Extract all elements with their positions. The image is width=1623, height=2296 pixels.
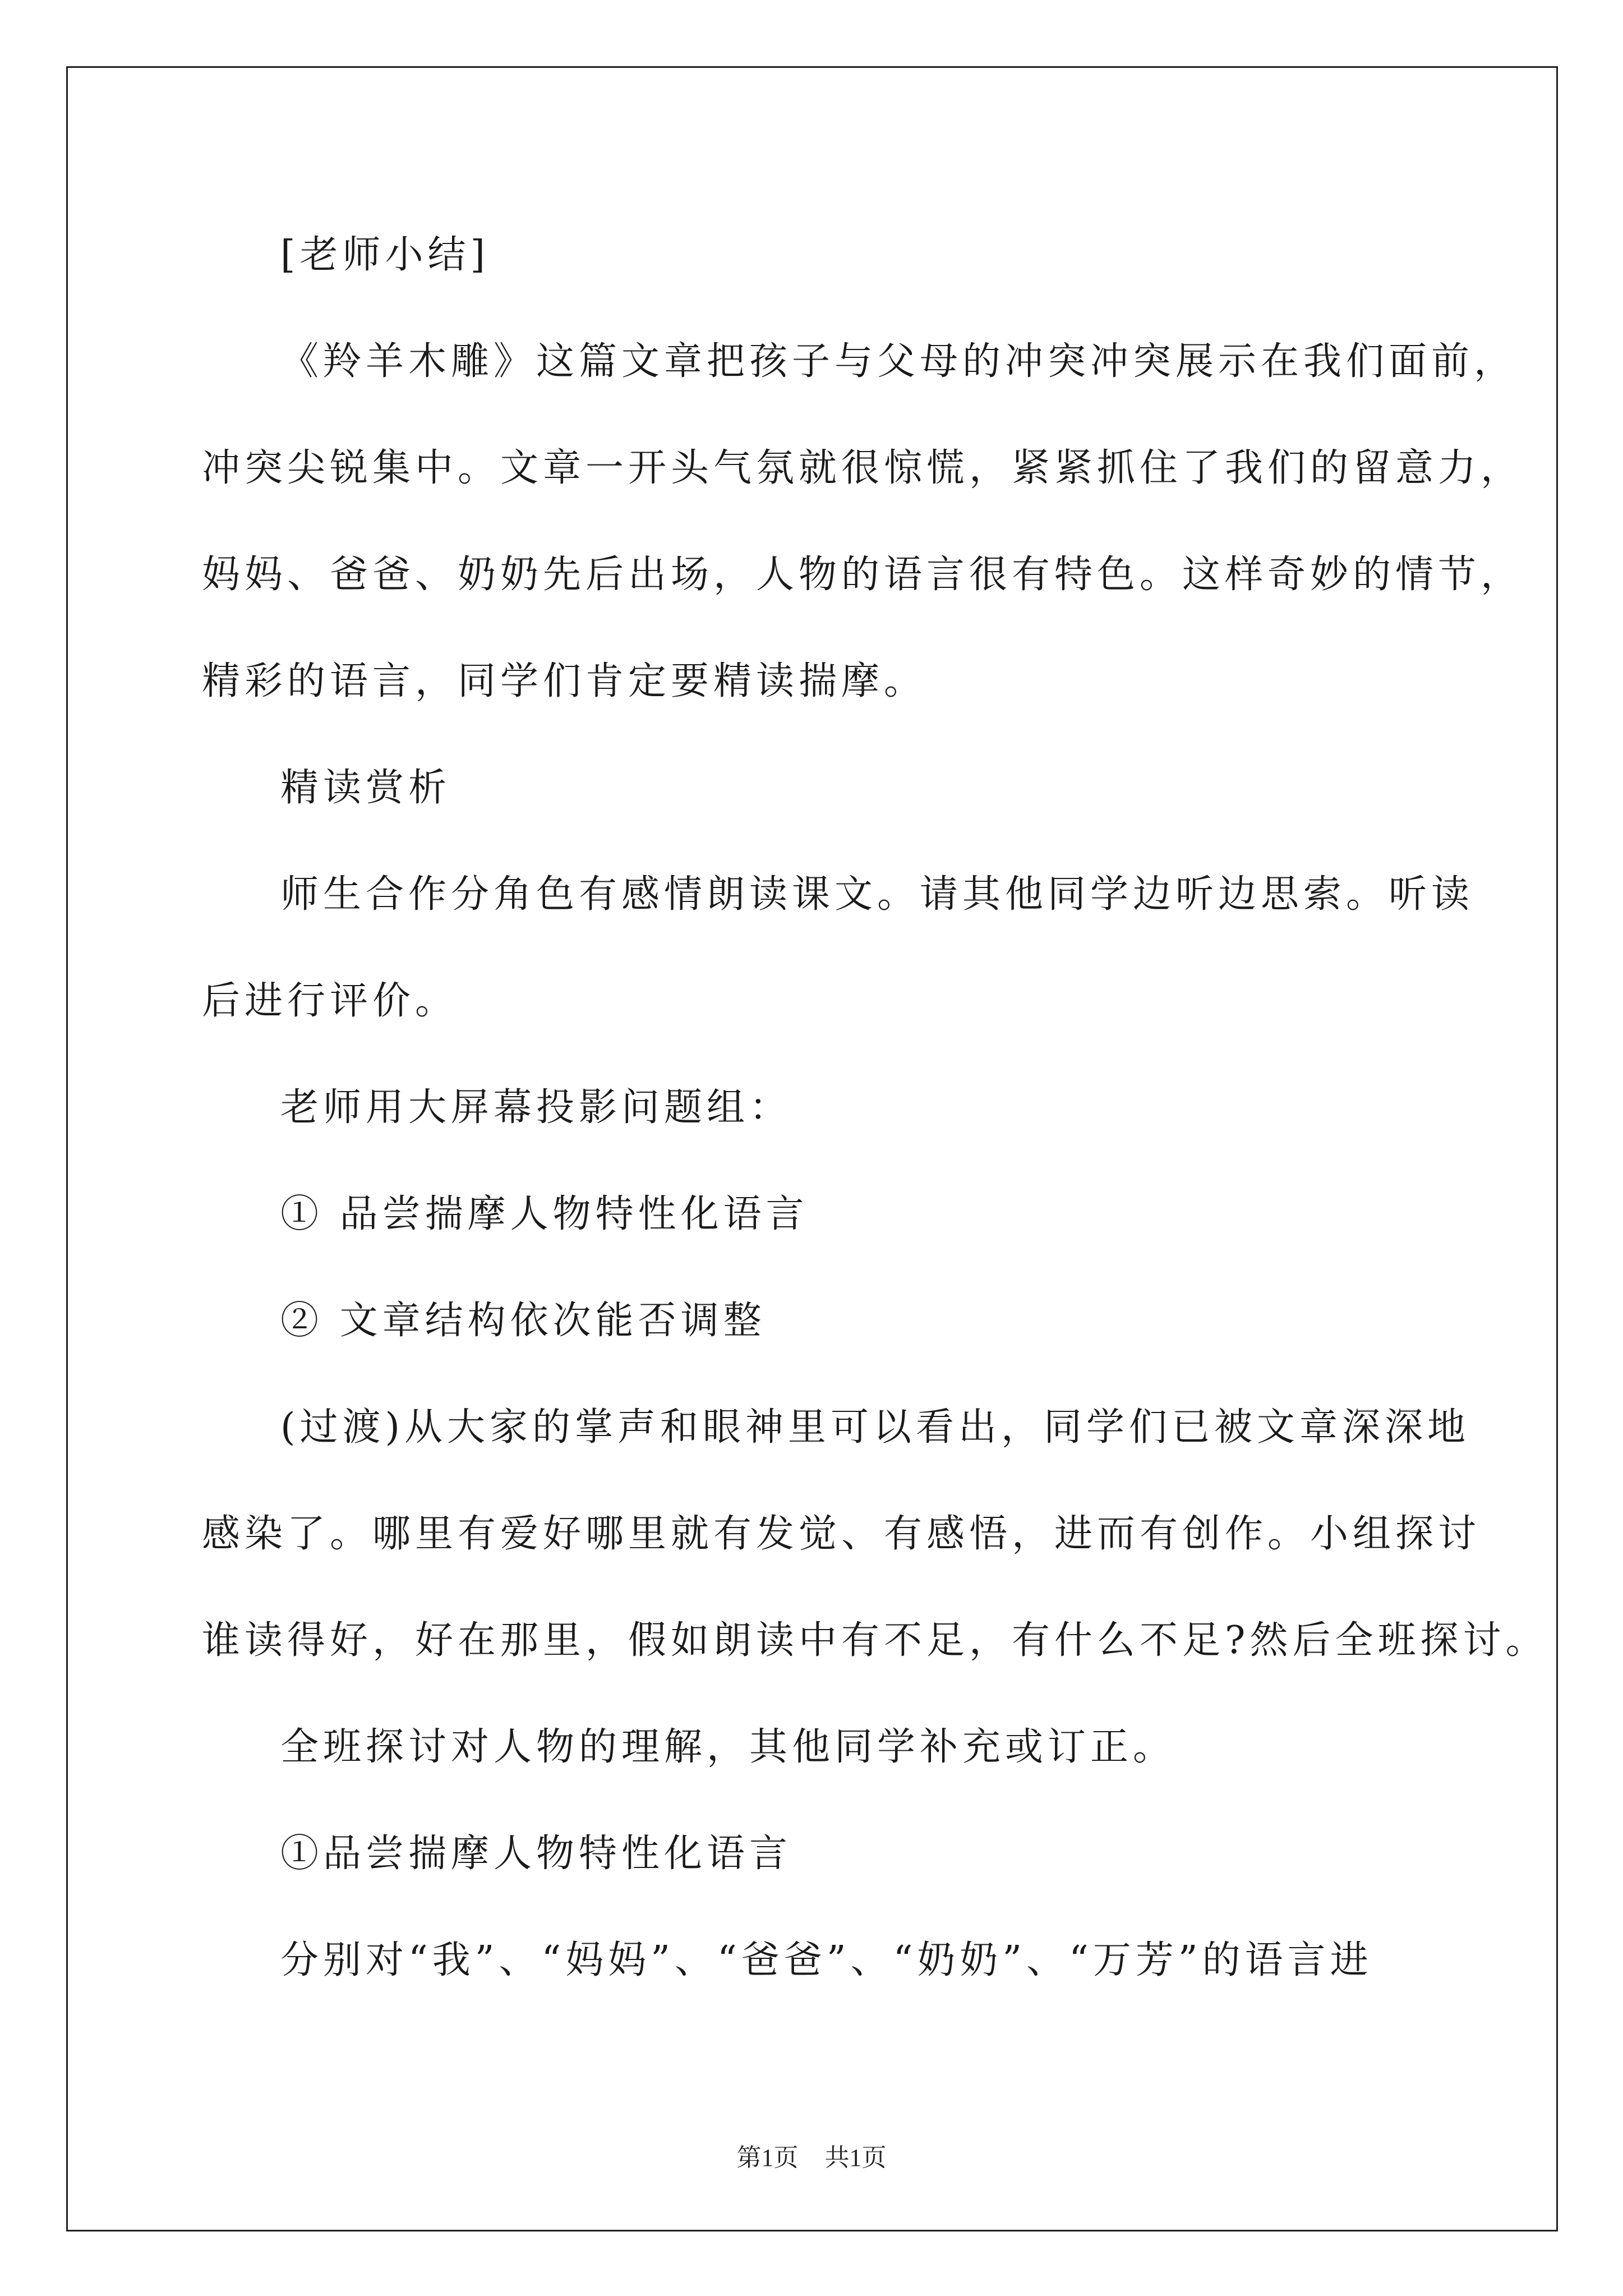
page-footer bbox=[0, 2137, 1623, 2173]
text-line: 师生合作分角色有感情朗读课文。请其他同学边听边思索。听读 bbox=[280, 872, 1474, 917]
text-line: (过渡)从大家的掌声和眼神里可以看出，同学们已被文章深深地 bbox=[280, 1405, 1470, 1450]
text-line: 全班探讨对人物的理解，其他同学补充或订正。 bbox=[280, 1725, 1176, 1769]
text-line: 妈妈、爸爸、奶奶先后出场，人物的语言很有特色。这样奇妙的情节， bbox=[202, 553, 1524, 597]
text-line: 冲突尖锐集中。文章一开头气氛就很惊慌，紧紧抓住了我们的留意力， bbox=[202, 446, 1524, 490]
text-line: 精读赏析 bbox=[280, 766, 451, 810]
text-line: 老师用大屏幕投影问题组： bbox=[280, 1085, 792, 1130]
text-line: 感染了。哪里有爱好哪里就有发觉、有感悟，进而有创作。小组探讨 bbox=[202, 1512, 1481, 1556]
text-line: 分别对“我”、“妈妈”、“爸爸”、“奶奶”、“万芳”的语言进 bbox=[280, 1938, 1373, 1982]
text-line: 后进行评价。 bbox=[202, 979, 458, 1023]
page-border bbox=[66, 66, 1558, 2231]
text-line: ① 品尝揣摩人物特性化语言 bbox=[280, 1192, 809, 1236]
text-line: 精彩的语言，同学们肯定要精读揣摩。 bbox=[202, 659, 927, 703]
text-line: 《羚羊木雕》这篇文章把孩子与父母的冲突冲突展示在我们面前， bbox=[280, 339, 1517, 384]
text-line: ② 文章结构依次能否调整 bbox=[280, 1299, 766, 1343]
text-line: 谁读得好，好在那里，假如朗读中有不足，有什么不足?然后全班探讨。 bbox=[202, 1618, 1548, 1663]
text-line: ①品尝揣摩人物特性化语言 bbox=[280, 1832, 792, 1876]
page-number: 第1页 bbox=[736, 2144, 799, 2171]
page-total: 共1页 bbox=[824, 2144, 887, 2171]
text-line: [老师小结] bbox=[280, 233, 490, 277]
